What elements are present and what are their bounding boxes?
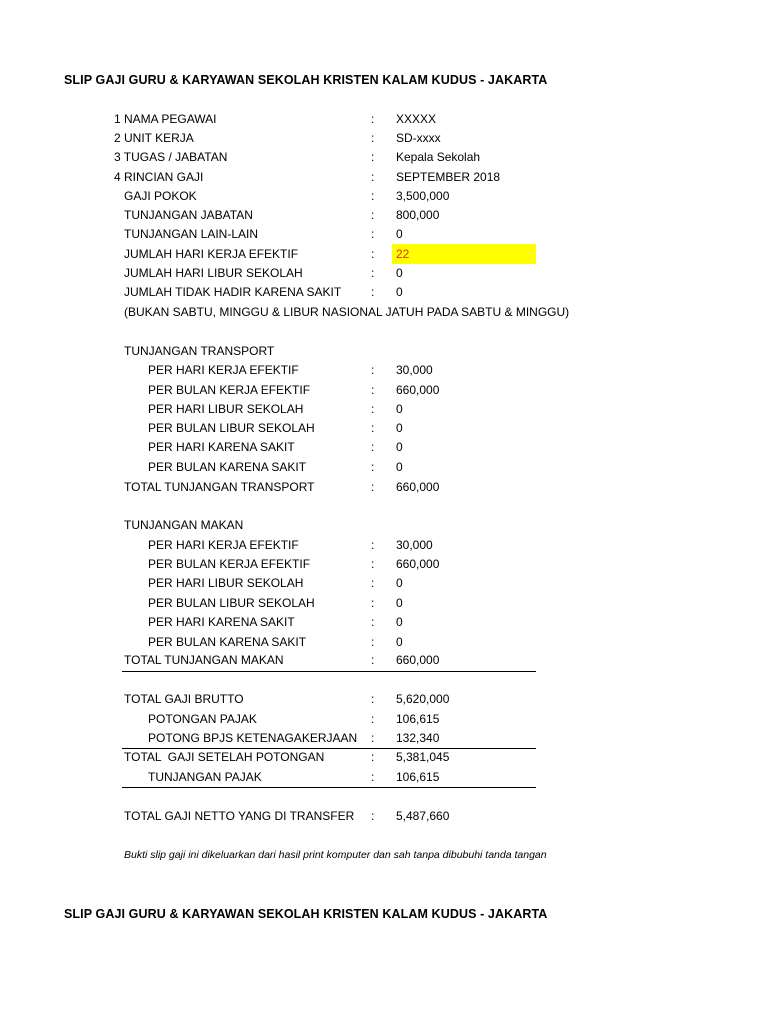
row-tidak-hadir-sakit [0,283,768,302]
row-value: 106,615 [396,712,440,726]
row-value: 0 [396,576,403,590]
row-makan-bulan-libur [0,594,768,613]
row-label: PER HARI KARENA SAKIT [148,615,295,629]
row-label: TUNJANGAN PAJAK [148,770,262,784]
row-label: PER HARI KARENA SAKIT [148,440,295,454]
row-label: PER HARI LIBUR SEKOLAH [148,576,304,590]
row-colon: : [371,460,375,474]
row-label: PER HARI LIBUR SEKOLAH [148,402,304,416]
row-colon: : [371,227,375,241]
row-label: GAJI POKOK [124,189,197,203]
row-label: PER BULAN KARENA SAKIT [148,460,307,474]
row-value: 30,000 [396,363,433,377]
row-label: PER BULAN KARENA SAKIT [148,635,307,649]
row-value: 5,381,045 [396,750,450,764]
row-value: 0 [396,615,403,629]
row-value: 5,620,000 [396,692,450,706]
row-label: PER BULAN KERJA EFEKTIF [148,383,311,397]
section-tunjangan-makan [0,516,768,535]
row-label: TOTAL TUNJANGAN MAKAN [124,653,284,667]
row-value: 660,000 [396,653,440,667]
row-colon: : [371,247,375,261]
row-tunjangan-pajak [0,768,768,787]
row-transport-hari-kerja [0,361,768,380]
row-colon: : [371,538,375,552]
row-potongan-pajak [0,710,768,729]
row-value-highlighted: 22 [396,247,410,261]
row-colon: : [371,692,375,706]
row-value: XXXXX [396,112,437,126]
row-colon: : [371,635,375,649]
row-transport-hari-libur [0,400,768,419]
row-colon: : [371,615,375,629]
row-label: JUMLAH TIDAK HADIR KARENA SAKIT [124,285,342,299]
row-colon: : [371,150,375,164]
row-tugas-jabatan [0,148,768,167]
value-highlight [392,244,536,264]
row-value: 0 [396,440,403,454]
row-hari-kerja-efektif [0,245,768,264]
row-colon: : [371,266,375,280]
row-transport-bulan-kerja [0,381,768,400]
row-label: TOTAL TUNJANGAN TRANSPORT [124,480,315,494]
row-colon: : [371,421,375,435]
section-tunjangan-transport [0,342,768,361]
row-value: 0 [396,227,403,241]
row-label: 4 RINCIAN GAJI [114,170,204,184]
row-value: 0 [396,285,403,299]
row-value: 5,487,660 [396,809,450,823]
row-transport-bulan-libur [0,419,768,438]
section-heading: TUNJANGAN TRANSPORT [124,344,275,358]
row-colon: : [371,731,375,745]
row-value: 660,000 [396,557,440,571]
row-value: SEPTEMBER 2018 [396,170,501,184]
row-transport-bulan-sakit [0,458,768,477]
row-makan-hari-kerja [0,536,768,555]
row-colon: : [371,770,375,784]
row-colon: : [371,112,375,126]
slip-title: SLIP GAJI GURU & KARYAWAN SEKOLAH KRISTEN KALAM KUDUS - JAKARTA [64,73,548,87]
row-value: 660,000 [396,480,440,494]
row-label: PER HARI KERJA EFEKTIF [148,538,299,552]
row-value: SD-xxxx [396,131,441,145]
row-value: 0 [396,635,403,649]
row-label: 1 NAMA PEGAWAI [114,112,217,126]
row-colon: : [371,809,375,823]
row-value: 3,500,000 [396,189,450,203]
row-colon: : [371,750,375,764]
footer-note: Bukti slip gaji ini dikeluarkan dari hasil print komputer dan sah tanpa dibubuhi tanda tangan [124,849,547,861]
row-value: 0 [396,460,403,474]
row-label: PER BULAN LIBUR SEKOLAH [148,421,315,435]
row-colon: : [371,712,375,726]
row-tunjangan-jabatan [0,206,768,225]
row-label: 2 UNIT KERJA [114,131,194,145]
row-keterangan [0,303,768,322]
row-makan-bulan-sakit [0,633,768,652]
row-label: PER BULAN LIBUR SEKOLAH [148,596,315,610]
row-label: 3 TUGAS / JABATAN [114,150,228,164]
slip-title-repeat: SLIP GAJI GURU & KARYAWAN SEKOLAH KRISTEN KALAM KUDUS - JAKARTA [64,907,548,921]
row-colon: : [371,208,375,222]
row-makan-hari-sakit [0,613,768,632]
row-label: JUMLAH HARI LIBUR SEKOLAH [124,266,303,280]
row-total-transport [0,478,768,497]
row-label: TOTAL GAJI BRUTTO [124,692,244,706]
row-value: 132,340 [396,731,440,745]
row-label: TOTAL GAJI SETELAH POTONGAN [124,750,325,764]
row-value: 0 [396,266,403,280]
row-rincian-gaji [0,168,768,187]
row-total-brutto [0,690,768,709]
row-value: 106,615 [396,770,440,784]
divider [122,787,536,788]
row-value: 800,000 [396,208,440,222]
row-colon: : [371,131,375,145]
row-label: POTONGAN PAJAK [148,712,257,726]
row-colon: : [371,285,375,299]
row-value: 0 [396,421,403,435]
row-value: 660,000 [396,383,440,397]
row-label: TUNJANGAN JABATAN [124,208,253,222]
row-gaji-pokok [0,187,768,206]
row-value: 0 [396,402,403,416]
row-transport-hari-sakit [0,438,768,457]
row-value: Kepala Sekolah [396,150,481,164]
row-total-netto [0,807,768,826]
row-label: TOTAL GAJI NETTO YANG DI TRANSFER [124,809,355,823]
row-label: (BUKAN SABTU, MINGGU & LIBUR NASIONAL JATUH PADA SABTU & MINGGU) [124,305,570,319]
row-colon: : [371,480,375,494]
row-potong-bpjs [0,729,768,748]
row-value: 30,000 [396,538,433,552]
row-makan-bulan-kerja [0,555,768,574]
row-colon: : [371,576,375,590]
row-value: 0 [396,596,403,610]
row-total-makan [0,651,768,670]
row-label: JUMLAH HARI KERJA EFEKTIF [124,247,299,261]
row-unit-kerja [0,129,768,148]
row-makan-hari-libur [0,574,768,593]
row-nama-pegawai [0,110,768,129]
row-label: PER BULAN KERJA EFEKTIF [148,557,311,571]
row-total-setelah-potongan [0,748,768,767]
row-colon: : [371,440,375,454]
row-colon: : [371,363,375,377]
row-colon: : [371,402,375,416]
row-label: TUNJANGAN LAIN-LAIN [124,227,259,241]
row-label: PER HARI KERJA EFEKTIF [148,363,299,377]
row-hari-libur [0,264,768,283]
row-colon: : [371,189,375,203]
divider [122,671,536,672]
row-label: POTONG BPJS KETENAGAKERJAAN [148,731,358,745]
row-colon: : [371,170,375,184]
row-colon: : [371,557,375,571]
row-colon: : [371,653,375,667]
row-colon: : [371,383,375,397]
row-colon: : [371,596,375,610]
section-heading: TUNJANGAN MAKAN [124,518,244,532]
row-tunjangan-lain [0,225,768,244]
